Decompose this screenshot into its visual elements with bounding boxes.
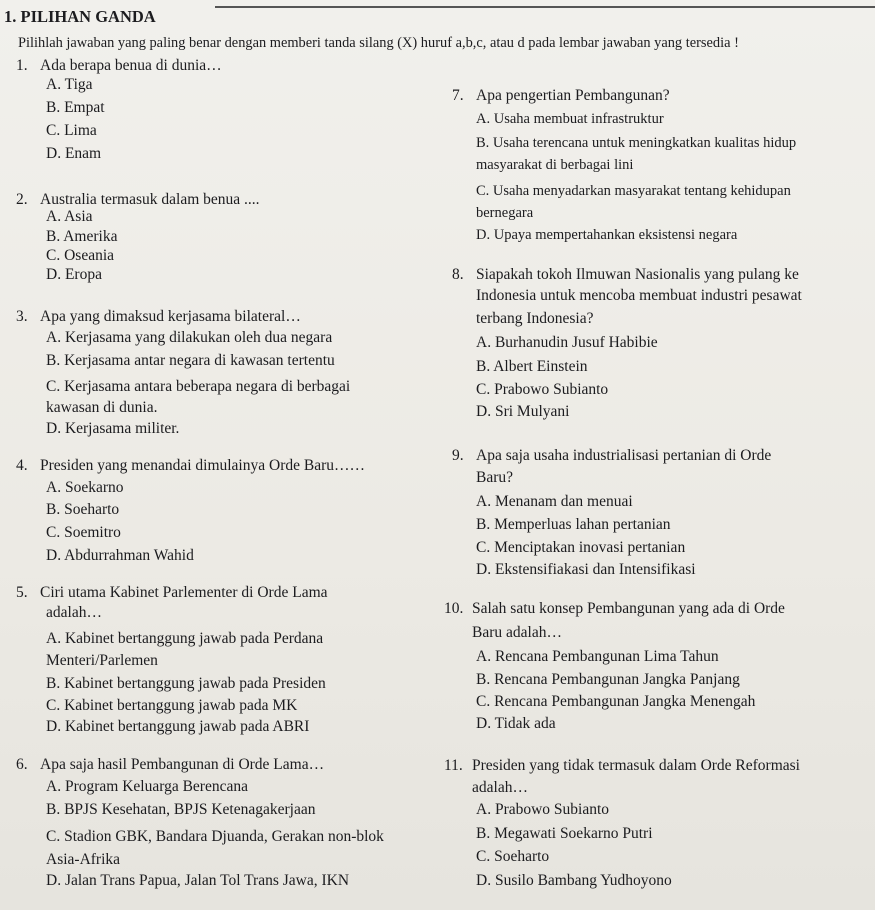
question-3-text: Apa yang dimaksud kerjasama bilateral… bbox=[40, 308, 301, 325]
question-8-text-line2: Indonesia untuk mencoba membuat industri pesawat bbox=[476, 287, 802, 304]
question-7-text: Apa pengertian Pembangunan? bbox=[476, 87, 670, 104]
q5-option-c[interactable]: C. Kabinet bertanggung jawab pada MK bbox=[46, 697, 298, 714]
q5-option-b[interactable]: B. Kabinet bertanggung jawab pada Presiden bbox=[46, 675, 326, 692]
question-2-text: Australia termasuk dalam benua .... bbox=[40, 191, 260, 208]
q8-option-c[interactable]: C. Prabowo Subianto bbox=[476, 381, 609, 398]
q6-option-a[interactable]: A. Program Keluarga Berencana bbox=[46, 778, 248, 795]
question-7-number: 7. bbox=[452, 87, 464, 104]
q7-option-b[interactable]: B. Usaha terencana untuk meningkatkan kualitas hidup masyarakat di berbagai lini bbox=[476, 135, 797, 173]
question-11-text-line2: adalah… bbox=[472, 779, 528, 796]
q1-option-c[interactable]: C. Lima bbox=[46, 122, 97, 139]
question-9-number: 9. bbox=[452, 447, 464, 464]
question-11-number: 11. bbox=[444, 757, 463, 774]
q4-option-a[interactable]: A. Soekarno bbox=[46, 479, 124, 496]
q8-option-b[interactable]: B. Albert Einstein bbox=[476, 358, 588, 375]
question-2-number: 2. bbox=[16, 191, 28, 208]
header-rule bbox=[215, 6, 875, 8]
q11-option-d[interactable]: D. Susilo Bambang Yudhoyono bbox=[476, 872, 672, 889]
question-10-number: 10. bbox=[444, 600, 464, 617]
q6-option-d[interactable]: D. Jalan Trans Papua, Jalan Tol Trans Jawa, IKN bbox=[46, 872, 350, 889]
question-8-number: 8. bbox=[452, 266, 464, 283]
q4-option-d[interactable]: D. Abdurrahman Wahid bbox=[46, 547, 194, 564]
question-5-text: Ciri utama Kabinet Parlementer di Orde Lama bbox=[40, 584, 328, 601]
question-5-number: 5. bbox=[16, 584, 28, 601]
question-11-text: Presiden yang tidak termasuk dalam Orde Reformasi bbox=[472, 757, 800, 774]
q9-option-b[interactable]: B. Memperluas lahan pertanian bbox=[476, 516, 671, 533]
question-6-text: Apa saja hasil Pembangunan di Orde Lama… bbox=[40, 756, 325, 773]
question-8-text: Siapakah tokoh Ilmuwan Nasionalis yang pulang ke bbox=[476, 266, 799, 283]
question-4-text: Presiden yang menandai dimulainya Orde Baru…… bbox=[40, 457, 365, 474]
question-9-text: Apa saja usaha industrialisasi pertanian di Orde bbox=[476, 447, 772, 464]
question-9-text-line2: Baru? bbox=[476, 469, 514, 486]
q9-option-a[interactable]: A. Menanam dan menuai bbox=[476, 493, 633, 510]
q1-option-d[interactable]: D. Enam bbox=[46, 145, 102, 162]
question-10-text-line2: Baru adalah… bbox=[472, 624, 562, 641]
q1-option-a[interactable]: A. Tiga bbox=[46, 76, 93, 93]
q2-option-b[interactable]: B. Amerika bbox=[46, 228, 118, 245]
q1-option-b[interactable]: B. Empat bbox=[46, 99, 105, 116]
q10-option-a[interactable]: A. Rencana Pembangunan Lima Tahun bbox=[476, 648, 719, 665]
question-1-number: 1. bbox=[16, 57, 28, 74]
q5-option-a[interactable]: A. Kabinet bertanggung jawab pada Perdana Menteri/Parlemen bbox=[46, 630, 324, 669]
question-6-number: 6. bbox=[16, 756, 28, 773]
q7-option-c[interactable]: C. Usaha menyadarkan masyarakat tentang kehidupan bernegara bbox=[476, 183, 791, 221]
q6-option-b[interactable]: B. BPJS Kesehatan, BPJS Ketenagakerjaan bbox=[46, 801, 316, 818]
question-3-number: 3. bbox=[16, 308, 28, 325]
q11-option-a[interactable]: A. Prabowo Subianto bbox=[476, 801, 610, 818]
section-title: 1. PILIHAN GANDA bbox=[4, 7, 156, 26]
q9-option-c[interactable]: C. Menciptakan inovasi pertanian bbox=[476, 539, 686, 556]
q11-option-b[interactable]: B. Megawati Soekarno Putri bbox=[476, 825, 653, 842]
q8-option-d[interactable]: D. Sri Mulyani bbox=[476, 403, 570, 420]
q2-option-d[interactable]: D. Eropa bbox=[46, 266, 102, 283]
q7-option-a[interactable]: A. Usaha membuat infrastruktur bbox=[476, 111, 664, 127]
instruction-text: Pilihlah jawaban yang paling benar dengan memberi tanda silang (X) huruf a,b,c, atau d pada lembar jawaban yang tersedia ! bbox=[18, 35, 739, 51]
q4-option-b[interactable]: B. Soeharto bbox=[46, 501, 120, 518]
q2-option-c[interactable]: C. Oseania bbox=[46, 247, 115, 264]
q9-option-d[interactable]: D. Ekstensifiakasi dan Intensifikasi bbox=[476, 561, 696, 578]
question-5-text-line2: adalah… bbox=[46, 604, 102, 621]
q3-option-c[interactable]: C. Kerjasama antara beberapa negara di berbagai kawasan di dunia. bbox=[46, 378, 351, 416]
q11-option-c[interactable]: C. Soeharto bbox=[476, 848, 550, 865]
question-1-text: Ada berapa benua di dunia… bbox=[40, 57, 222, 74]
q4-option-c[interactable]: C. Soemitro bbox=[46, 524, 121, 541]
q8-option-a[interactable]: A. Burhanudin Jusuf Habibie bbox=[476, 334, 658, 351]
q3-option-a[interactable]: A. Kerjasama yang dilakukan oleh dua negara bbox=[46, 329, 333, 346]
q5-option-d[interactable]: D. Kabinet bertanggung jawab pada ABRI bbox=[46, 718, 310, 735]
question-8-text-line3: terbang Indonesia? bbox=[476, 310, 594, 327]
question-4-number: 4. bbox=[16, 457, 28, 474]
q3-option-b[interactable]: B. Kerjasama antar negara di kawasan tertentu bbox=[46, 352, 335, 369]
q10-option-b[interactable]: B. Rencana Pembangunan Jangka Panjang bbox=[476, 671, 740, 688]
q7-option-d[interactable]: D. Upaya mempertahankan eksistensi negara bbox=[476, 227, 738, 243]
q2-option-a[interactable]: A. Asia bbox=[46, 208, 93, 225]
q10-option-c[interactable]: C. Rencana Pembangunan Jangka Menengah bbox=[476, 693, 756, 710]
question-10-text: Salah satu konsep Pembangunan yang ada di Orde bbox=[472, 600, 785, 617]
q6-option-c[interactable]: C. Stadion GBK, Bandara Djuanda, Gerakan non-blok Asia-Afrika bbox=[46, 828, 384, 868]
q3-option-d[interactable]: D. Kerjasama militer. bbox=[46, 420, 180, 437]
q10-option-d[interactable]: D. Tidak ada bbox=[476, 715, 556, 732]
